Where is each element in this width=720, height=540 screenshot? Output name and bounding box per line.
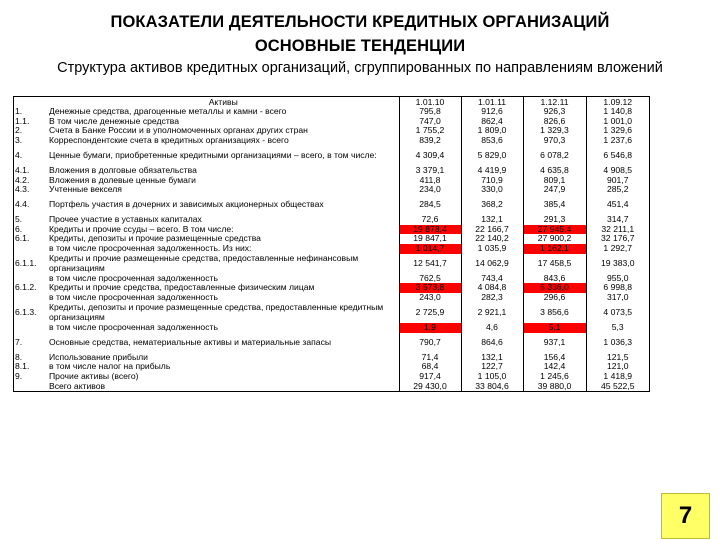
value-cell: 1 035,9 (461, 244, 523, 254)
value-cell: 864,6 (461, 333, 523, 353)
value-cell: 1 162,1 (523, 244, 586, 254)
row-number: 1.1. (15, 115, 30, 126)
value-cell: 71,4 (399, 353, 461, 363)
value-cell: 3 379,1 (399, 166, 461, 176)
row-label: Вложения в долевые ценные бумаги (49, 174, 196, 185)
row-number: 3. (15, 135, 23, 146)
value-cell: 1 329,3 (523, 126, 586, 136)
table-row (14, 323, 649, 333)
value-cell: 4 908,5 (586, 166, 649, 176)
title-line-1: ПОКАЗАТЕЛИ ДЕЯТЕЛЬНОСТИ КРЕДИТНЫХ ОРГАНИЗАЦИЙ (110, 13, 610, 31)
value-cell: 72,6 (399, 215, 461, 225)
value-cell: 1 418,9 (586, 372, 649, 382)
value-cell: 839,2 (399, 136, 461, 146)
value-cell: 29 430,0 (399, 382, 461, 392)
value-cell: 790,7 (399, 333, 461, 353)
row-number: 5. (15, 213, 23, 224)
row-label: в том числе просроченная задолженность (49, 292, 218, 303)
table-row (14, 136, 649, 146)
value-cell: 27 900,2 (523, 234, 586, 244)
value-cell: 32 176,7 (586, 234, 649, 244)
row-number: 8. (15, 351, 23, 362)
row-number (14, 323, 48, 333)
value-cell: 22 166,7 (461, 225, 523, 235)
header-col-2: 1.01.11 (461, 97, 523, 107)
value-cell: 39 880,0 (523, 382, 586, 392)
row-number: 6. (15, 223, 23, 234)
row-number: 8.1. (15, 361, 30, 372)
value-cell: 795,8 (399, 107, 461, 117)
value-cell: 3 856,6 (523, 303, 586, 323)
value-cell: 843,6 (523, 274, 586, 284)
value-cell: 3 573,8 (399, 283, 461, 293)
value-cell: 33 804,6 (461, 382, 523, 392)
value-cell: 296,6 (523, 293, 586, 303)
value-cell: 121,0 (586, 362, 649, 372)
value-cell: 142,4 (523, 362, 586, 372)
header-col-3: 1.12.11 (523, 97, 586, 107)
value-cell: 901,7 (586, 176, 649, 186)
row-number: 6.1.1. (15, 257, 37, 268)
value-cell: 12 541,7 (399, 254, 461, 274)
value-cell: 1,9 (399, 323, 461, 333)
value-cell: 955,0 (586, 274, 649, 284)
value-cell: 368,2 (461, 195, 523, 215)
value-cell: 19 383,0 (586, 254, 649, 274)
row-number: 4.2. (15, 174, 30, 185)
row-label: Основные средства, нематериальные активы и материальные запасы (49, 336, 332, 347)
table-row (14, 195, 649, 215)
value-cell: 1 140,8 (586, 107, 649, 117)
assets-table (14, 97, 649, 391)
row-label: В том числе денежные средства (49, 115, 180, 126)
value-cell: 4 309,4 (399, 146, 461, 166)
row-label: в том числе просроченная задолженность (49, 321, 218, 332)
table-row (14, 303, 649, 323)
row-number: 9. (15, 370, 23, 381)
value-cell: 6 546,8 (586, 146, 649, 166)
value-cell: 4 073,5 (586, 303, 649, 323)
value-cell: 762,5 (399, 274, 461, 284)
value-cell: 19 847,1 (399, 234, 461, 244)
value-cell: 32 211,1 (586, 225, 649, 235)
row-number: 7. (15, 336, 23, 347)
value-cell: 710,9 (461, 176, 523, 186)
value-cell: 1 292,7 (586, 244, 649, 254)
value-cell: 1 809,0 (461, 126, 523, 136)
row-label: Прочее участие в уставных капиталах (49, 213, 202, 224)
row-label: Ценные бумаги, приобретенные кредитными организациями – всего, в том числе: (49, 149, 377, 160)
value-cell: 6 078,2 (523, 146, 586, 166)
row-label: Кредиты и прочие размещенные средства, предоставленные нефинансовым организациям (49, 253, 359, 273)
value-cell: 809,1 (523, 176, 586, 186)
value-cell: 330,0 (461, 185, 523, 195)
value-cell: 1 237,6 (586, 136, 649, 146)
title-line-2: ОСНОВНЫЕ ТЕНДЕНЦИИ (254, 37, 466, 55)
value-cell: 22 140,2 (461, 234, 523, 244)
value-cell: 132,1 (461, 215, 523, 225)
value-cell: 1 001,0 (586, 117, 649, 127)
table-row (14, 333, 649, 353)
row-number (14, 382, 48, 392)
table-row (14, 146, 649, 166)
value-cell: 1 105,0 (461, 372, 523, 382)
row-number: 2. (15, 125, 23, 136)
row-label: в том числе просроченная задолженность (49, 272, 218, 283)
row-label: Кредиты и прочие средства, предоставленные физическим лицам (49, 282, 315, 293)
value-cell: 4,6 (461, 323, 523, 333)
value-cell: 27 945,4 (523, 225, 586, 235)
value-cell: 5 829,0 (461, 146, 523, 166)
value-cell: 385,4 (523, 195, 586, 215)
value-cell: 862,4 (461, 117, 523, 127)
value-cell: 282,3 (461, 293, 523, 303)
row-number (14, 293, 48, 303)
row-label: в том числе просроченная задолженность. Из них: (49, 243, 252, 254)
value-cell: 234,0 (399, 185, 461, 195)
row-label: Прочие активы (всего) (49, 370, 139, 381)
value-cell: 247,9 (523, 185, 586, 195)
value-cell: 451,4 (586, 195, 649, 215)
row-number: 4.3. (15, 184, 30, 195)
row-number: 4. (15, 149, 23, 160)
value-cell: 132,1 (461, 353, 523, 363)
value-cell: 14 062,9 (461, 254, 523, 274)
value-cell: 853,6 (461, 136, 523, 146)
value-cell: 156,4 (523, 353, 586, 363)
value-cell: 747,0 (399, 117, 461, 127)
value-cell: 122,7 (461, 362, 523, 372)
value-cell: 5 336,0 (523, 283, 586, 293)
value-cell: 1 755,2 (399, 126, 461, 136)
subtitle: Структура активов кредитных организаций, сгруппированных по направлениям вложений (57, 60, 663, 76)
table-row (14, 382, 649, 392)
row-label: Использование прибыли (49, 351, 148, 362)
value-cell: 2 725,9 (399, 303, 461, 323)
value-cell: 317,0 (586, 293, 649, 303)
header-col-1: 1.01.10 (399, 97, 461, 107)
value-cell: 4 084,8 (461, 283, 523, 293)
header-col-4: 1.09.12 (586, 97, 649, 107)
row-number: 6.1.2. (15, 282, 37, 293)
value-cell: 5,1 (523, 323, 586, 333)
value-cell: 917,4 (399, 372, 461, 382)
table-body (14, 107, 649, 391)
value-cell: 912,6 (461, 107, 523, 117)
value-cell: 45 522,5 (586, 382, 649, 392)
row-label: Вложения в долговые обязательства (49, 164, 197, 175)
value-cell: 1 036,3 (586, 333, 649, 353)
value-cell: 5,3 (586, 323, 649, 333)
value-cell: 411,8 (399, 176, 461, 186)
row-number: 1. (15, 106, 23, 116)
row-label: Счета в Банке России и в уполномоченных органах других стран (49, 125, 308, 136)
page-number-badge: 7 (661, 493, 710, 539)
value-cell: 4 635,8 (523, 166, 586, 176)
value-cell: 6 998,8 (586, 283, 649, 293)
row-label: Кредиты, депозиты и прочие размещенные средства (49, 233, 261, 244)
value-cell: 2 921,1 (461, 303, 523, 323)
value-cell: 285,2 (586, 185, 649, 195)
row-number: 4.1. (15, 164, 30, 175)
row-label: Учтенные векселя (49, 184, 122, 195)
value-cell: 1 329,6 (586, 126, 649, 136)
value-cell: 970,3 (523, 136, 586, 146)
row-label: Портфель участия в дочерних и зависимых акционерных обществах (49, 199, 324, 210)
value-cell: 1 014,7 (399, 244, 461, 254)
value-cell: 937,1 (523, 333, 586, 353)
table-row (14, 185, 649, 195)
value-cell: 243,0 (399, 293, 461, 303)
value-cell: 121,5 (586, 353, 649, 363)
value-cell: 68,4 (399, 362, 461, 372)
row-number: 4.4. (15, 199, 30, 210)
value-cell: 1 245,6 (523, 372, 586, 382)
header-assets: Активы (208, 97, 238, 107)
value-cell: 926,3 (523, 107, 586, 117)
row-label: Корреспондентские счета в кредитных организациях - всего (49, 135, 289, 146)
row-label: Кредиты, депозиты и прочие размещенные средства, предоставленные кредитным организациям (49, 302, 384, 322)
value-cell: 314,7 (586, 215, 649, 225)
assets-table-frame (13, 96, 650, 392)
value-cell: 19 878,4 (399, 225, 461, 235)
row-number (14, 244, 48, 254)
row-label: Всего активов (49, 380, 106, 391)
value-cell: 4 419,9 (461, 166, 523, 176)
value-cell: 17 458,5 (523, 254, 586, 274)
value-cell: 826,6 (523, 117, 586, 127)
row-number: 6.1. (15, 233, 30, 244)
row-number: 6.1.3. (15, 306, 37, 317)
value-cell: 743,4 (461, 274, 523, 284)
table-row (14, 254, 649, 274)
value-cell: 291,3 (523, 215, 586, 225)
row-label: Денежные средства, драгоценные металлы и камни - всего (49, 106, 287, 116)
value-cell: 284,5 (399, 195, 461, 215)
row-label: Кредиты и прочие ссуды – всего. В том числе: (49, 223, 234, 234)
row-label: в том числе налог на прибыль (49, 361, 171, 372)
